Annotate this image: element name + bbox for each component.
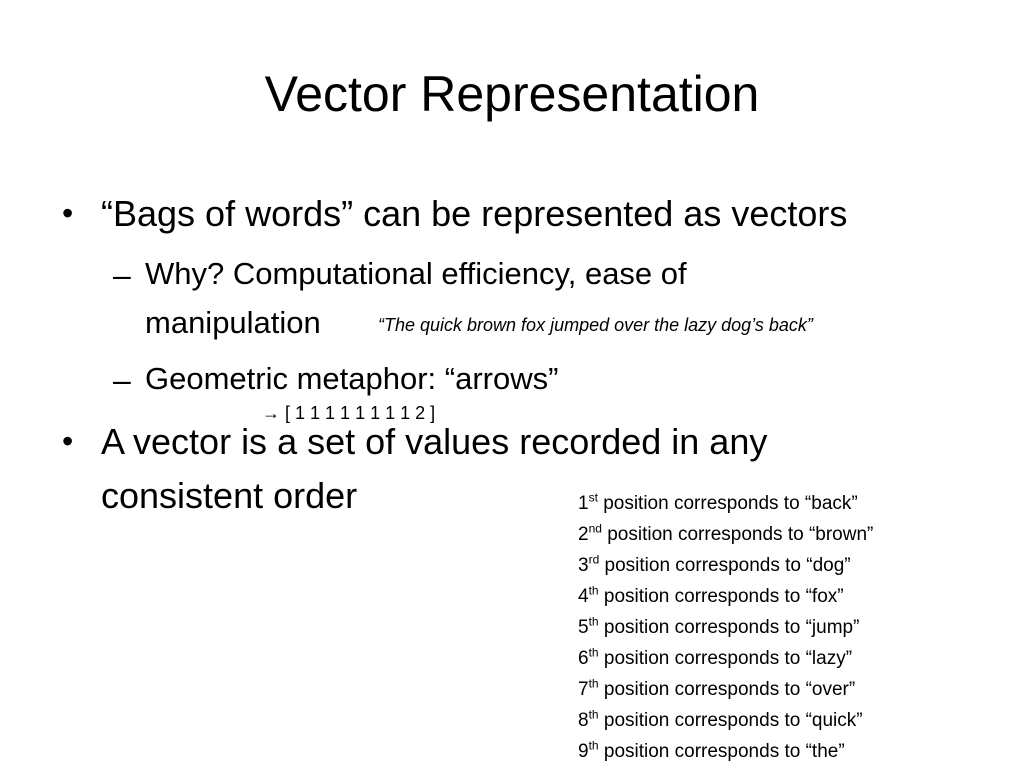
bullet-dot: • [62,423,74,459]
sub-bullet-2-text: Geometric metaphor: “arrows” [145,361,559,396]
right-arrow-icon: → [262,403,280,423]
position-row: 3rd position corresponds to “dog” [578,552,851,576]
position-row: 9th position corresponds to “the” [578,738,845,762]
bullet-2-line-1: A vector is a set of values recorded in any [101,421,768,462]
position-row: 2nd position corresponds to “brown” [578,521,874,545]
bullet-1-text: “Bags of words” can be represented as vectors [101,193,848,234]
position-row: 6th position corresponds to “lazy” [578,645,853,669]
position-row: 8th position corresponds to “quick” [578,707,863,731]
vector-value: [ 1 1 1 1 1 1 1 1 2 ] [285,403,436,423]
slide-title: Vector Representation [264,66,760,122]
bullet-dot: • [62,195,74,231]
position-row: 7th position corresponds to “over” [578,676,856,700]
sub-bullet-1-line-2: manipulation [145,305,321,340]
position-list [578,488,873,767]
bullet-2-line-2: consistent order [101,475,358,516]
example-sentence: “The quick brown fox jumped over the lazy dog’s back” [378,315,813,335]
position-row: 1st position corresponds to “back” [578,490,858,514]
sub-bullet-dash: – [113,257,131,293]
position-row: 4th position corresponds to “fox” [578,583,844,607]
position-row: 5th position corresponds to “jump” [578,614,860,638]
sub-bullet-dash: – [113,362,131,398]
sub-bullet-1-line-1: Why? Computational efficiency, ease of [145,256,687,291]
